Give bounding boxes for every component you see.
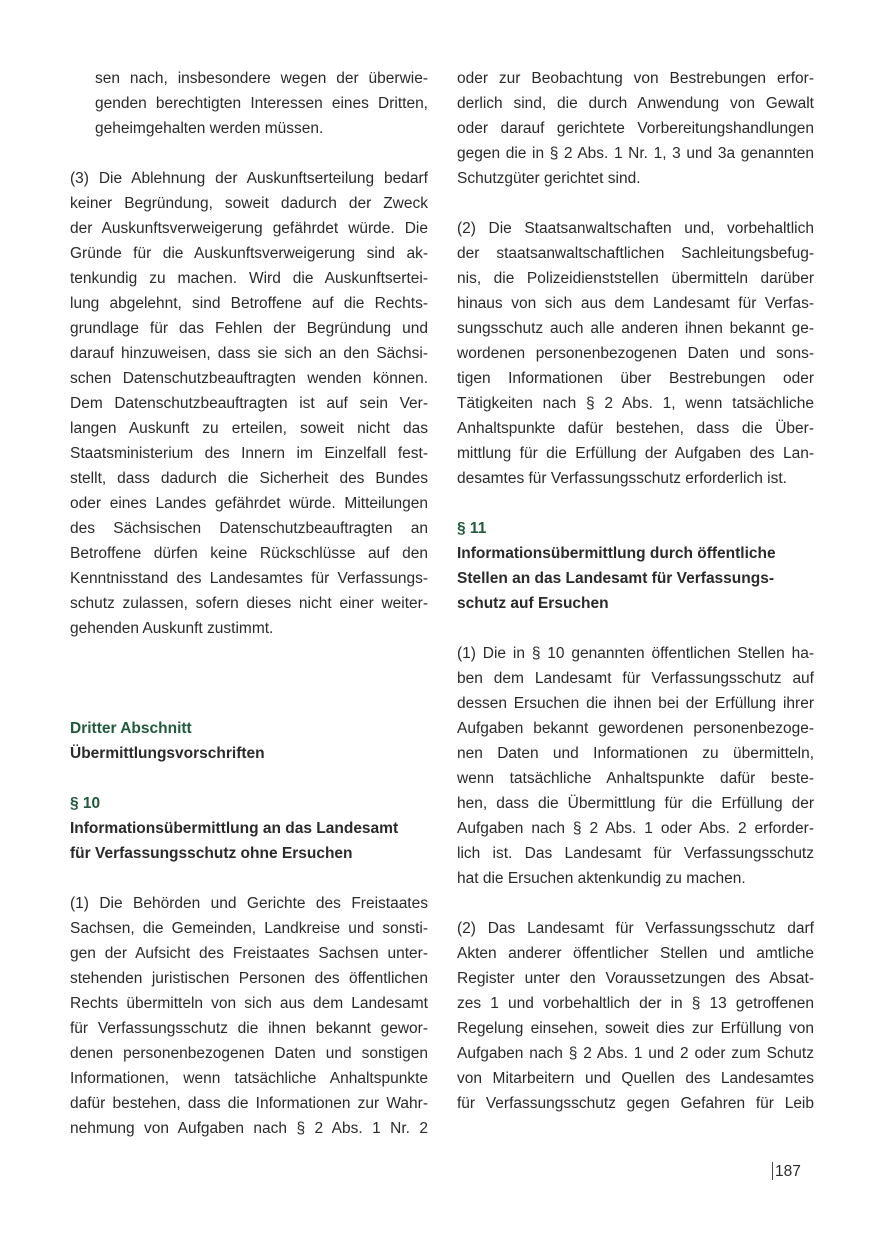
text-line: Regelung einsehen, soweit dies zur Erfüllung von [457, 1020, 814, 1037]
heading-line: Stellen an das Landesamt für Verfassungs- [457, 570, 774, 587]
text-line: Kenntnisstand des Landesamtes für Verfassungs- [70, 570, 428, 587]
text-line: ben dem Landesamt für Verfassungsschutz auf [457, 670, 814, 687]
text-line: schen Datenschutzbeauftragten wenden können. [70, 370, 428, 387]
paragraph-11-label: § 11 [457, 520, 487, 537]
text-line: keiner Begründung, soweit dadurch der Zweck [70, 195, 428, 212]
text-line: des Sächsischen Datenschutzbeauftragten an [70, 520, 428, 537]
paragraph-10-label: § 10 [70, 795, 101, 812]
text-line: lung abgelehnt, sind Betroffene auf die Rechts- [70, 295, 428, 312]
text-line: nehmung von Aufgaben nach § 2 Abs. 1 Nr. 2 [70, 1120, 428, 1137]
paragraph-11-1 [457, 641, 814, 891]
text-line: geheimgehalten werden müssen. [95, 120, 324, 137]
text-line: hen, dass die Übermittlung für die Erfüllung der [457, 795, 814, 812]
text-line: Anhaltspunkte dafür bestehen, dass die Über- [457, 420, 814, 437]
text-line: stellt, dass dadurch die Sicherheit des Bundes [70, 470, 428, 487]
paragraph-10-1 [70, 891, 428, 1141]
right-column [457, 66, 814, 1116]
text-line: für Verfassungsschutz die ihnen bekannt gewor- [70, 1020, 428, 1037]
text-line: genden berechtigten Interessen eines Dritten, [95, 95, 428, 112]
text-line: Register unter den Voraussetzungen des Absat- [457, 970, 814, 987]
text-line: wenn tatsächliche Anhaltspunkte dafür beste- [457, 770, 814, 787]
text-line: (1) Die Behörden und Gerichte des Freistaates [70, 895, 428, 912]
text-line: Aufgaben bekannt gewordenen personenbezoge- [457, 720, 814, 737]
text-line: gehenden Auskunft zustimmt. [70, 620, 274, 637]
heading-line: Informationsübermittlung an das Landesamt [70, 820, 399, 837]
text-line: oder darauf gerichtete Vorbereitungshandlungen [457, 120, 814, 137]
heading-line: schutz auf Ersuchen [457, 595, 609, 612]
text-line: Aufgaben nach § 2 Abs. 1 oder Abs. 2 erforder- [457, 820, 814, 837]
text-line: Schutzgüter gerichtet sind. [457, 170, 641, 187]
text-line: Rechts übermitteln von sich aus dem Landesamt [70, 995, 428, 1012]
text-line: tenkundig zu machen. Wird die Auskunftsertei- [70, 270, 428, 287]
text-line: (2) Die Staatsanwaltschaften und, vorbehaltlich [457, 220, 814, 237]
text-line: hinaus von sich aus dem Landesamt für Verfas- [457, 295, 814, 312]
text-line: tigen Informationen über Bestrebungen oder [457, 370, 814, 387]
text-line: sen nach, insbesondere wegen der überwie- [95, 70, 428, 87]
paragraph-11-title [457, 541, 814, 616]
text-line: nis, die Polizeidienststellen übermitteln darüber [457, 270, 814, 287]
text-line: desamtes für Verfassungsschutz erforderlich ist. [457, 470, 787, 487]
text-line: grundlage für das Fehlen der Begründung und [70, 320, 428, 337]
text-line: stehenden juristischen Personen des öffentlichen [70, 970, 428, 987]
text-line: (2) Das Landesamt für Verfassungsschutz darf [457, 920, 814, 937]
text-line: der staatsanwaltschaftlichen Sachleitungsbefug- [457, 245, 814, 262]
text-line: dessen Ersuchen die ihnen bei der Erfüllung ihrer [457, 695, 814, 712]
text-line: (1) Die in § 10 genannten öffentlichen Stellen ha- [457, 645, 814, 662]
heading-line: Informationsübermittlung durch öffentliche [457, 545, 776, 562]
page-number: 187 [775, 1163, 801, 1180]
text-line: Betroffene dürfen keine Rückschlüsse auf den [70, 545, 428, 562]
text-line: Dem Datenschutzbeauftragten ist auf sein Ver- [70, 395, 428, 412]
paragraph-continuation [70, 66, 428, 141]
text-line: oder zur Beobachtung von Bestrebungen erfor- [457, 70, 814, 87]
section-title: Übermittlungsvorschriften [70, 745, 265, 762]
text-line: mittlung für die Erfüllung der Aufgaben des Lan- [457, 445, 814, 462]
text-line: Aufgaben nach § 2 Abs. 1 und 2 oder zum Schutz [457, 1045, 814, 1062]
paragraph-10-2 [457, 216, 814, 491]
text-line: Gründe für die Auskunftsverweigerung sind ak- [70, 245, 428, 262]
text-line: sungsschutz auch alle anderen ihnen bekannt ge- [457, 320, 814, 337]
text-line: für Verfassungsschutz gegen Gefahren für Leib [457, 1095, 814, 1112]
left-column [70, 66, 428, 1141]
page-number-divider [772, 1162, 773, 1180]
paragraph-10-1-cont [457, 66, 814, 191]
text-line: hat die Ersuchen aktenkundig zu machen. [457, 870, 746, 887]
text-line: gegen die in § 2 Abs. 1 Nr. 1, 3 und 3a genannten [457, 145, 814, 162]
text-line: Sachsen, die Gemeinden, Landkreise und sonsti- [70, 920, 428, 937]
paragraph-3 [70, 166, 428, 641]
text-line: Staatsministerium des Innern im Einzelfall fest- [70, 445, 428, 462]
text-line: oder eines Landes gefährdet würde. Mitteilungen [70, 495, 428, 512]
text-line: gen der Aufsicht des Freistaates Sachsen unter- [70, 945, 428, 962]
text-line: denen personenbezogenen Daten und sonstigen [70, 1045, 428, 1062]
text-line: wordenen personenbezogenen Daten und sons- [457, 345, 814, 362]
text-line: zes 1 und vorbehaltlich der in § 13 getroffenen [457, 995, 814, 1012]
text-line: Informationen, wenn tatsächliche Anhaltspunkte [70, 1070, 428, 1087]
text-line: von Mitarbeitern und Quellen des Landesamtes [457, 1070, 814, 1087]
text-line: Tätigkeiten nach § 2 Abs. 1, wenn tatsächliche [457, 395, 814, 412]
text-line: der Auskunftsverweigerung gefährdet würde. Die [70, 220, 428, 237]
text-line: schutz zulassen, sofern dieses nicht einer weiter- [70, 595, 428, 612]
heading-line: für Verfassungsschutz ohne Ersuchen [70, 845, 353, 862]
text-line: nen Daten und Informationen zu übermitteln, [457, 745, 814, 762]
section-label: Dritter Abschnitt [70, 720, 192, 737]
text-line: langen Auskunft zu erteilen, soweit nicht das [70, 420, 428, 437]
text-line: darauf hinzuweisen, dass sie sich an den Sächsi- [70, 345, 428, 362]
paragraph-10-title [70, 816, 428, 866]
text-line: (3) Die Ablehnung der Auskunftserteilung bedarf [70, 170, 428, 187]
text-line: dafür bestehen, dass die Informationen zur Wahr- [70, 1095, 428, 1112]
text-line: lich ist. Das Landesamt für Verfassungsschutz [457, 845, 814, 862]
text-line: Akten anderer öffentlicher Stellen und amtliche [457, 945, 814, 962]
text-line: derlich sind, die durch Anwendung von Gewalt [457, 95, 814, 112]
paragraph-11-2 [457, 916, 814, 1116]
